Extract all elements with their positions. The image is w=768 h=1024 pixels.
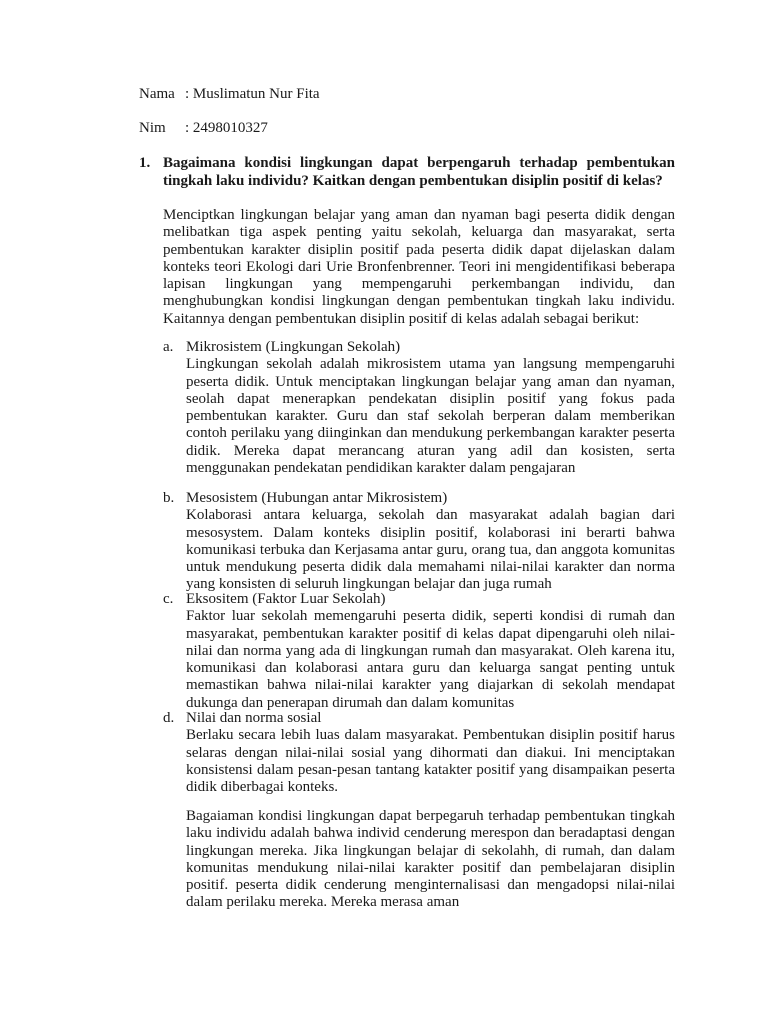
nim-label: Nim — [139, 120, 166, 136]
list-item — [163, 710, 675, 796]
list-item-body: Lingkungan sekolah adalah mikrosistem utama yan langsung mempengaruhi peserta didik. Untuk menciptakan lingkungan belajar yang aman dan nyaman, seolah dapat menerapkan pendekatan disiplin positif yang fokus pada pembentukan karakter. Guru dan staf sekolah berperan dalam memberikan contoh perilaku yang diinginkan dan mendukung perkembangan karakter peserta didik. Mereka dapat merancang aturan yang adil dan kosisten, serta menggunakan pendekatan pendidikan karakter dalam pengajaran — [186, 356, 675, 477]
list-item — [163, 339, 675, 477]
question-text: Bagaimana kondisi lingkungan dapat berpengaruh terhadap pembentukan tingkah laku individu? Kaitkan dengan pembentukan disiplin positif di kelas? — [163, 155, 675, 189]
list-item-title: Mikrosistem (Lingkungan Sekolah) — [186, 339, 401, 355]
nim-value: : 2498010327 — [185, 120, 268, 136]
list-item-letter: b. — [163, 490, 175, 506]
list-item-letter: a. — [163, 339, 174, 355]
list-item-body: Kolaborasi antara keluarga, sekolah dan masyarakat adalah bagian dari mesosystem. Dalam konteks disiplin positif, kolaborasi ini berarti bahwa komunikasi terbuka dan Kerjasama antar guru, orang tua, dan anggota komunitas untuk mendukung peserta didik dala memahami nilai-nilai karakter dan norma yang konsisten di seluruh lingkungan belajar dan juga rumah — [186, 507, 675, 593]
list-item-title: Eksositem (Faktor Luar Sekolah) — [186, 591, 386, 607]
intro-paragraph: Menciptkan lingkungan belajar yang aman dan nyaman bagi peserta didik dengan melibatkan tiga aspek penting yaitu sekolah, keluarga dan masyarakat, serta pembentukan karakter disiplin positif pada peserta didik dapat dijelaskan dalam konteks teori Ekologi dari Urie Bronfenbrenner. Teori ini mengidentifikasi beberapa lapisan lingkungan yang mempengaruhi perkembangan individu, dan menghubungkan kondisi lingkungan dengan pembentukan tingkah laku individu. Kaitannya dengan pembentukan disiplin positif di kelas adalah sebagai berikut: — [163, 207, 675, 327]
question — [139, 154, 675, 190]
name-value: : Muslimatun Nur Fita — [185, 86, 320, 102]
list-item-title: Mesosistem (Hubungan antar Mikrosistem) — [186, 490, 448, 506]
question-number: 1. — [139, 155, 151, 171]
list-item — [163, 490, 675, 594]
list-item-title: Nilai dan norma sosial — [186, 710, 322, 726]
list-item-body: Berlaku secara lebih luas dalam masyarakat. Pembentukan disiplin positif harus selaras dengan nilai-nilai sosial yang dihormati dan diakui. Ini menciptakan konsistensi dalam pesan-pesan tantang katakter positif yang disampaikan peserta didik diberbagai konteks. — [186, 727, 675, 796]
list-item — [163, 591, 675, 712]
name-line — [139, 86, 320, 103]
list-item-letter: d. — [163, 710, 175, 726]
nim-line — [139, 120, 268, 137]
list-item-letter: c. — [163, 591, 174, 607]
name-label: Nama — [139, 86, 175, 102]
list-item-body: Faktor luar sekolah memengaruhi peserta didik, seperti kondisi di rumah dan masyarakat, pembentukan karakter positif di kelas dapat dipengaruhi oleh nilai-nilai dan norma yang ada di lingkungan rumah dan masyarakat. Oleh karena itu, komunikasi dan kolaborasi antara guru dan keluarga sangat penting untuk memastikan bahwa nilai-nilai karakter yang diajarkan di sekolah mendapat dukunga dan penerapan dirumah dan dalam komunitas — [186, 608, 675, 711]
closing-paragraph: Bagaiaman kondisi lingkungan dapat berpegaruh terhadap pembentukan tingkah laku individu adalah bahwa individ cenderung merespon dan beradaptasi dengan lingkungan mereka. Jika lingkungan belajar di sekolahh, di rumah, dan dalam komunitas mendukung nilai-nilai karakter positif dan pembelajaran disiplin positif. peserta didik cenderung menginternalisasi dan mengadopsi nilai-nilai dalam perilaku mereka. Mereka merasa aman — [186, 808, 675, 911]
